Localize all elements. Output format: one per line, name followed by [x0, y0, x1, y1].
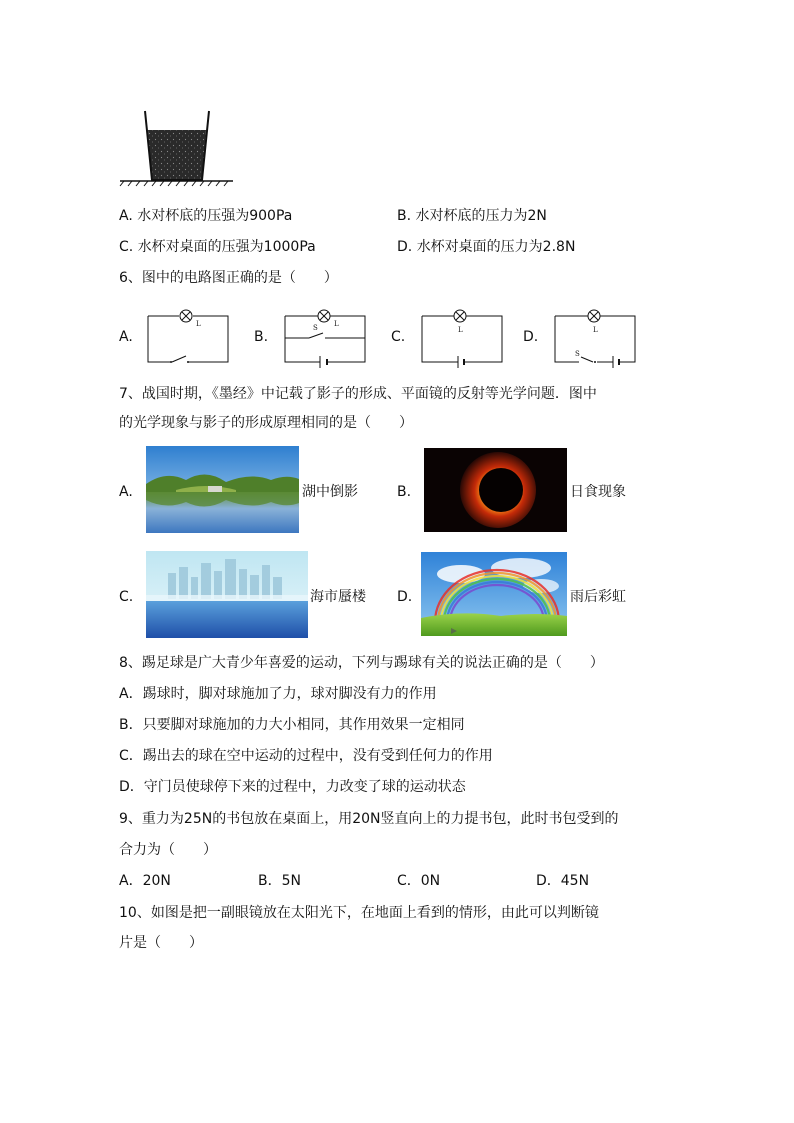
lamp-label: L	[593, 326, 598, 334]
rainbow-image	[421, 552, 567, 636]
q7-option-d-label: D.	[397, 589, 413, 605]
switch-label: S	[575, 350, 580, 358]
switch-label: S	[313, 324, 318, 332]
q7-stem-line2: 的光学现象与影子的形成原理相同的是（ ）	[119, 415, 413, 431]
q7-option-d-caption: 雨后彩虹	[570, 589, 626, 605]
option-label: B.	[397, 208, 412, 224]
option-label: C.	[119, 239, 134, 255]
beaker-figure	[118, 108, 238, 188]
q6-option-b-label: B.	[254, 329, 269, 345]
option-text: 水杯对桌面的压力为2.8N	[416, 239, 576, 255]
option-text: 水对杯底的压强为900Pa	[137, 208, 293, 224]
circuit-c	[420, 306, 504, 364]
q5-option-d	[397, 237, 575, 257]
q9-option-b: B．5N	[258, 873, 301, 889]
q8-stem: 8、踢足球是广大青少年喜爱的运动，下列与踢球有关的说法正确的是（ ）	[119, 655, 604, 671]
q10-stem-line2: 片是（ ）	[119, 935, 203, 951]
q8-option-a: A．踢球时，脚对球施加了力，球对脚没有力的作用	[119, 686, 437, 702]
q8-option-c: C．踢出去的球在空中运动的过程中，没有受到任何力的作用	[119, 748, 493, 764]
q8-option-b: B．只要脚对球施加的力大小相同，其作用效果一定相同	[119, 717, 465, 733]
switch-icon	[581, 357, 593, 362]
q7-option-a-label: A.	[119, 484, 133, 500]
q9-option-a: A．20N	[119, 873, 171, 889]
option-text: 水对杯底的压力为2N	[415, 208, 547, 224]
q9-stem-line2: 合力为（ ）	[119, 842, 217, 858]
lake-reflection-image	[146, 446, 299, 533]
q5-option-a	[119, 206, 292, 226]
q8-option-d: D．守门员使球停下来的过程中，力改变了球的运动状态	[119, 779, 466, 795]
q6-option-d-label: D.	[523, 329, 539, 345]
q6-option-a-label: A.	[119, 329, 133, 345]
q7-option-c-caption: 海市蜃楼	[310, 589, 366, 605]
q7-option-a-caption: 湖中倒影	[302, 484, 358, 500]
lamp-label: L	[458, 326, 463, 334]
option-label: A.	[119, 208, 133, 224]
q7-option-b-caption: 日食现象	[570, 484, 626, 500]
q5-option-c	[119, 237, 316, 257]
q7-option-c-label: C.	[119, 589, 134, 605]
q9-option-d: D．45N	[536, 873, 590, 889]
q7-option-b-label: B.	[397, 484, 412, 500]
lamp-label: L	[334, 320, 339, 328]
option-text: 水杯对桌面的压强为1000Pa	[137, 239, 316, 255]
circuit-b	[283, 306, 367, 364]
mirage-image	[146, 551, 308, 638]
q7-stem-line1: 7、战国时期，《墨经》中记载了影子的形成、平面镜的反射等光学问题．图中	[119, 386, 597, 402]
q6-option-c-label: C.	[391, 329, 406, 345]
circuit-d	[553, 306, 637, 364]
solar-eclipse-image	[424, 448, 567, 532]
q9-stem-line1: 9、重力为25N的书包放在桌面上，用20N竖直向上的力提书包，此时书包受到的	[119, 811, 619, 827]
q5-option-b	[397, 206, 547, 226]
option-label: D.	[397, 239, 413, 255]
lamp-label: L	[196, 320, 201, 328]
switch-icon	[309, 333, 323, 338]
q10-stem-line1: 10、如图是把一副眼镜放在太阳光下，在地面上看到的情形，由此可以判断镜	[119, 905, 599, 921]
q9-option-c: C．0N	[397, 873, 441, 889]
circuit-a	[146, 306, 230, 364]
q6-stem: 6、图中的电路图正确的是（ ）	[119, 270, 338, 286]
